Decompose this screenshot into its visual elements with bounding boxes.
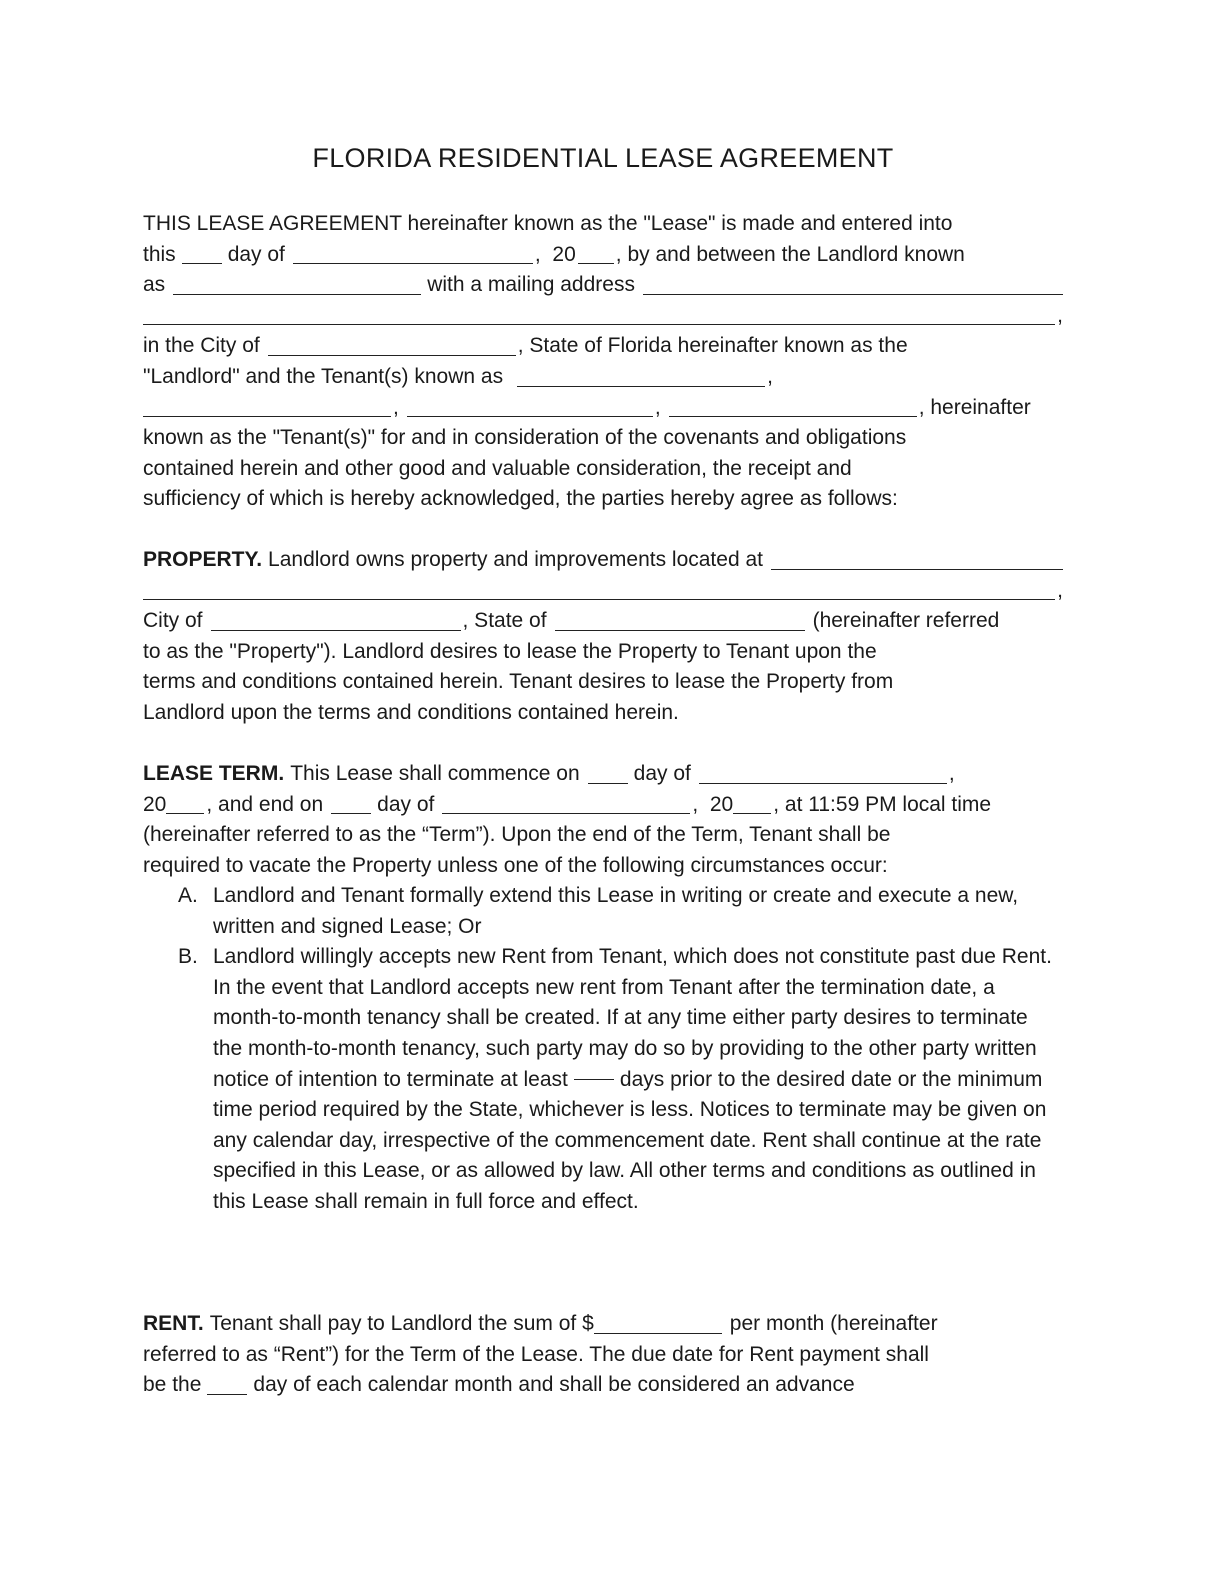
property-heading: PROPERTY.	[143, 548, 263, 571]
intro-text: contained herein and other good and valuable consideration, the receipt and	[143, 456, 852, 480]
lease-term-section	[143, 759, 1063, 881]
intro-text: ,	[1057, 303, 1063, 327]
intro-line-7	[143, 393, 1063, 424]
lease-term-text: This Lease shall commence on	[290, 762, 580, 785]
lease-term-text: , at 11:59 PM local time	[773, 792, 992, 816]
list-item-text-part-2: days prior to the desired date or the minimum time period required by the State, whichever is less. Notices to terminate may be given on any calendar day, irrespective of the commencement date. Rent shall continue at the rate specified in this Lease, or as allowed by law. All other terms and conditions as outlined in this Lease shall remain in full force and effect.	[213, 1067, 1047, 1213]
intro-text: "Landlord" and the Tenant(s) known as	[143, 364, 504, 388]
intro-line-5	[143, 331, 1063, 362]
intro-line-1	[143, 209, 1063, 240]
document-title: FLORIDA RESIDENTIAL LEASE AGREEMENT	[312, 143, 894, 173]
list-item-text	[213, 942, 1063, 1217]
start-month-blank[interactable]	[699, 783, 947, 784]
rent-text: be the	[143, 1373, 202, 1397]
rent-line-3	[143, 1370, 1063, 1401]
property-line-1	[143, 545, 1063, 576]
property-text: terms and conditions contained herein. Tenant desires to lease the Property from	[143, 670, 894, 694]
property-address-blank[interactable]	[771, 569, 1063, 570]
rent-line-1	[143, 1309, 1063, 1340]
intro-text: , 20	[534, 242, 576, 266]
lease-term-line-2	[143, 790, 1063, 821]
list-marker: B.	[178, 945, 198, 969]
intro-line-10	[143, 484, 1063, 515]
list-item-text: Landlord and Tenant formally extend this Lease in writing or create and execute a new, written and signed Lease; Or	[213, 884, 1019, 938]
intro-line-3	[143, 270, 1063, 301]
end-month-blank[interactable]	[442, 813, 690, 814]
list-marker: A.	[178, 884, 198, 907]
rent-heading: RENT.	[143, 1312, 204, 1335]
list-item-text-part-1: Landlord willingly accepts new Rent from Tenant, which does not constitute past due Rent. In the event that Landlord accepts new rent from Tenant after the termination date, a month-to-month tenancy shall be created. If at any time either party desires to terminate the month-to-month tenancy, such party may do so by providing to the other party written notice of intention to terminate at least	[213, 945, 1052, 1091]
year-blank[interactable]	[578, 263, 614, 264]
intro-text: with a mailing address	[427, 273, 635, 297]
rent-text: per month (hereinafter	[729, 1312, 938, 1335]
end-day-blank[interactable]	[331, 813, 371, 814]
lease-term-line-3	[143, 820, 1063, 851]
end-year-blank[interactable]	[733, 813, 771, 814]
intro-text: ,	[393, 395, 399, 419]
rent-text: Tenant shall pay to Landlord the sum of $	[209, 1312, 594, 1335]
intro-text: sufficiency of which is hereby acknowledged, the parties hereby agree as follows:	[143, 487, 898, 511]
property-state-blank[interactable]	[555, 630, 805, 631]
intro-text: , by and between the Landlord known	[615, 242, 965, 266]
property-text: to as the "Property"). Landlord desires to lease the Property to Tenant upon the	[143, 639, 877, 663]
property-text: City of	[143, 609, 203, 633]
property-text: Landlord upon the terms and conditions contained herein.	[143, 700, 679, 724]
intro-text: in the City of	[143, 334, 260, 358]
lease-term-text: ,	[948, 762, 955, 785]
lease-term-line-1	[143, 759, 1063, 790]
landlord-city-blank[interactable]	[268, 355, 516, 356]
mailing-address-blank-2[interactable]	[143, 324, 1055, 325]
intro-text: , hereinafter	[918, 395, 1031, 419]
lease-term-text: , and end on	[206, 792, 324, 816]
property-line-6	[143, 698, 1063, 729]
rent-line-2	[143, 1340, 1063, 1371]
month-blank[interactable]	[293, 263, 533, 264]
list-item-a	[178, 881, 1063, 942]
lease-term-text: required to vacate the Property unless one of the following circumstances occur:	[143, 853, 888, 877]
rent-text: referred to as “Rent”) for the Term of the Lease. The due date for Rent payment shall	[143, 1342, 929, 1366]
tenant-name-blank-3[interactable]	[407, 416, 653, 417]
lease-term-text: , 20	[692, 792, 734, 816]
intro-text: as	[143, 273, 166, 297]
mailing-address-blank[interactable]	[643, 294, 1063, 295]
lease-term-heading: LEASE TERM.	[143, 762, 285, 785]
lease-term-line-4	[143, 851, 1063, 882]
intro-text: ,	[767, 364, 773, 388]
start-year-blank[interactable]	[166, 813, 204, 814]
day-blank[interactable]	[182, 263, 222, 264]
property-city-blank[interactable]	[211, 630, 461, 631]
notice-days-blank[interactable]	[574, 1079, 614, 1080]
property-line-3	[143, 606, 1063, 637]
intro-text: known as the "Tenant(s)" for and in consideration of the covenants and obligations	[143, 426, 907, 450]
lease-term-list	[178, 881, 1063, 1218]
lease-term-text: day of	[633, 762, 691, 785]
property-text: Landlord owns property and improvements located at	[268, 548, 763, 571]
property-text: (hereinafter referred	[812, 609, 1000, 633]
intro-paragraph	[143, 209, 1063, 515]
intro-line-2	[143, 240, 1063, 271]
rent-due-day-blank[interactable]	[207, 1394, 247, 1395]
lease-term-text: (hereinafter referred to as the “Term”). Upon the end of the Term, Tenant shall be	[143, 823, 891, 847]
property-line-5	[143, 667, 1063, 698]
rent-amount-blank[interactable]	[594, 1333, 722, 1334]
property-address-blank-2[interactable]	[143, 599, 1055, 600]
intro-text: this	[143, 242, 176, 266]
property-text: , State of	[462, 609, 547, 633]
tenant-name-blank-1[interactable]	[517, 386, 765, 387]
intro-line-9	[143, 454, 1063, 485]
rent-text: day of each calendar month and shall be considered an advance	[253, 1373, 855, 1397]
intro-line-6	[143, 362, 1063, 393]
intro-line-8	[143, 423, 1063, 454]
list-item-b	[178, 942, 1063, 1217]
intro-text: ,	[654, 395, 661, 419]
intro-line-4	[143, 301, 1063, 332]
tenant-name-blank-4[interactable]	[669, 416, 917, 417]
tenant-name-blank-2[interactable]	[143, 416, 391, 417]
landlord-name-blank[interactable]	[173, 294, 421, 295]
lease-term-text: day of	[377, 792, 435, 816]
lease-term-text: 20	[143, 792, 167, 816]
intro-text: THIS LEASE AGREEMENT hereinafter known as the "Lease" is made and entered into	[143, 212, 953, 235]
intro-text: day of	[227, 242, 285, 266]
start-day-blank[interactable]	[588, 783, 628, 784]
property-line-4	[143, 637, 1063, 668]
rent-section	[143, 1309, 1063, 1401]
property-line-2	[143, 576, 1063, 607]
intro-text: , State of Florida hereinafter known as the	[517, 334, 908, 358]
property-text: ,	[1057, 578, 1063, 602]
property-section	[143, 545, 1063, 729]
